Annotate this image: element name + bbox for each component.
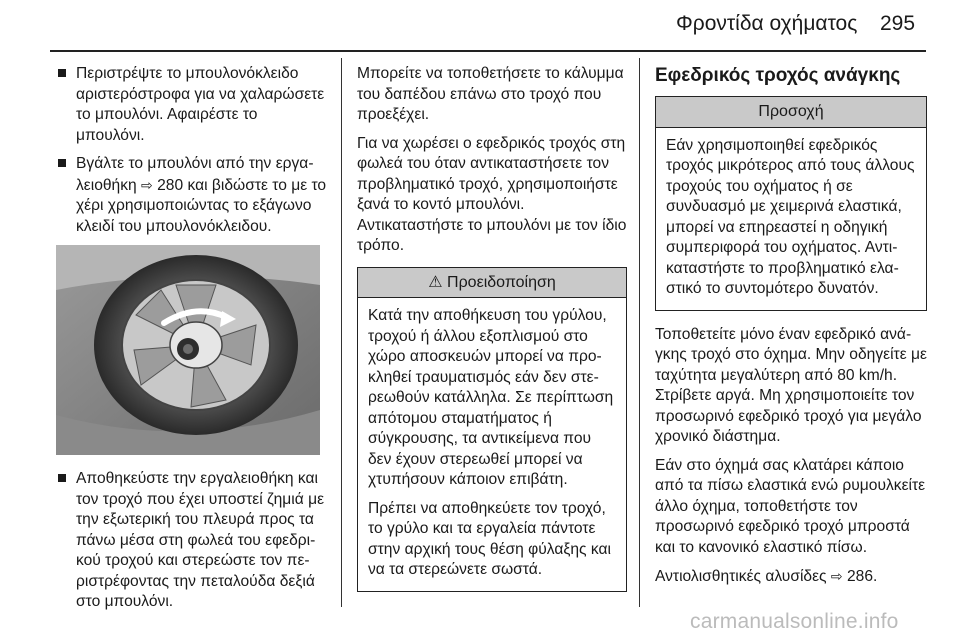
bullet-square-icon (58, 159, 66, 167)
caution-box-header: Προσοχή (656, 97, 926, 128)
bullet-square-icon (58, 474, 66, 482)
warning-box-body (358, 298, 626, 591)
list-item-text: Αποθηκεύστε την εργαλειοθήκη και τον τροχό που έχει υποστεί ζημιά με την εξωτερική του πλευρά προς τα πάνω μέσα στη φωλεά του εφεδρικού τροχού και στερεώστε τον περιστρέφοντας την πεταλούδα δεξιά στο μπουλόνι. (76, 470, 325, 610)
paragraph: Εάν στο όχημά σας κλατάρει κάποιο από τα πίσω ελαστικά ενώ ρυμουλκείτε άλλο όχημα, τοποθετήστε τον προσωρινό εφεδρικό τροχό μπροστά και το κανονικό ελαστικό πίσω. (655, 456, 926, 556)
list-item (58, 469, 330, 613)
caution-text: Εάν χρησιμοποιηθεί εφεδρικός τροχός μικρότερος από τους άλλους τροχούς του οχήματος ή σε συνδυασμό με χειμερινά ελαστικά, μπορεί να επηρεαστεί η οδηγική συμπεριφορά του οχήματος. Αντικαταστήστε το προβληματικό ελαστικό το συντομότερο δυνατόν. (666, 136, 915, 297)
section-title: Εφεδρικός τροχός ανάγκης (655, 65, 901, 86)
caution-box-body (656, 128, 926, 310)
header-rule (50, 50, 926, 52)
spare-wheel-illustration (56, 245, 320, 455)
column-divider (341, 58, 342, 607)
reference-arrow-icon: ⇨ (141, 176, 153, 193)
list-item-text: και βιδώστε το με το χέρι χρησιμοποιώντας το εξάγωνο κλειδί του μπουλονόκλειδου. (76, 176, 327, 235)
bullet-square-icon (58, 69, 66, 77)
spare-wheel-photo (56, 245, 320, 455)
warning-text: Κατά την αποθήκευση του γρύλου, τροχού ή άλλου εξοπλισμού στο χώρο αποσκευών μπορεί να προκληθεί τραυματισμός εάν δεν στερεωθούν κατάλληλα. Σε περίπτωση απότομου σταματήματος ή σύγκρουσης, τα αντικείμενα που δεν έχουν στερεωθεί μπορεί να χτυπήσουν κάποιον επιβάτη. (368, 307, 614, 488)
column-left (58, 64, 330, 621)
caution-box (655, 96, 927, 311)
list-item (58, 64, 330, 146)
warning-title: Προειδοποίηση (447, 273, 556, 291)
page-reference-link[interactable]: 286. (847, 568, 878, 585)
paragraph: Μπορείτε να τοποθετήσετε το κάλυμμα του δαπέδου επάνω στο τροχό που προεξέχει. (357, 65, 624, 123)
list-item (58, 154, 330, 237)
header-title: Φροντίδα οχήματος (676, 12, 858, 35)
paragraph-text: Αντιολισθητικές αλυσίδες (655, 568, 827, 585)
watermark: carmanualsonline.info (690, 610, 899, 633)
warning-text: Πρέπει να αποθηκεύετε τον τροχό, το γρύλο και τα εργαλεία πάντοτε στην αρχική τους θέση φύλαξης και να τα στερεώνετε σωστά. (368, 499, 611, 578)
paragraph: Τοποθετείτε μόνο έναν εφεδρικό ανάγκης τροχό στο όχημα. Μην οδηγείτε με ταχύτητα μεγαλύτερη από 80 km/h. Στρίβετε αργά. Μη χρησιμοποιείτε τον προσωρινό εφεδρικό τροχό για μεγάλο χρονικό διάστημα. (655, 325, 927, 445)
warning-box-header (358, 268, 626, 299)
column-middle (357, 64, 627, 592)
paragraph: Για να χωρέσει ο εφεδρικός τροχός στη φωλεά του όταν αντικαταστήσετε τον προβληματικό τροχό, χρησιμοποιήστε ξανά το κοντό μπουλόνι. Αντικαταστήστε το μπουλόνι με τον ίδιο τρόπο. (357, 134, 627, 254)
paragraph (655, 566, 927, 588)
list-item-text: Βγάλτε το μπουλόνι από την εργαλειοθήκη (76, 155, 314, 194)
warning-box (357, 267, 627, 592)
column-right (655, 64, 927, 596)
column-divider (639, 58, 640, 607)
reference-arrow-icon: ⇨ (830, 568, 843, 584)
page-reference-link[interactable]: 280 (157, 176, 184, 194)
list-item-text: Περιστρέψτε το μπουλονόκλειδο αριστερόστροφα για να χαλαρώσετε το μπουλόνι. Αφαιρέστε το μπουλόνι. (76, 65, 325, 144)
warning-icon: ⚠ (428, 273, 443, 291)
page-number: 295 (880, 12, 916, 35)
